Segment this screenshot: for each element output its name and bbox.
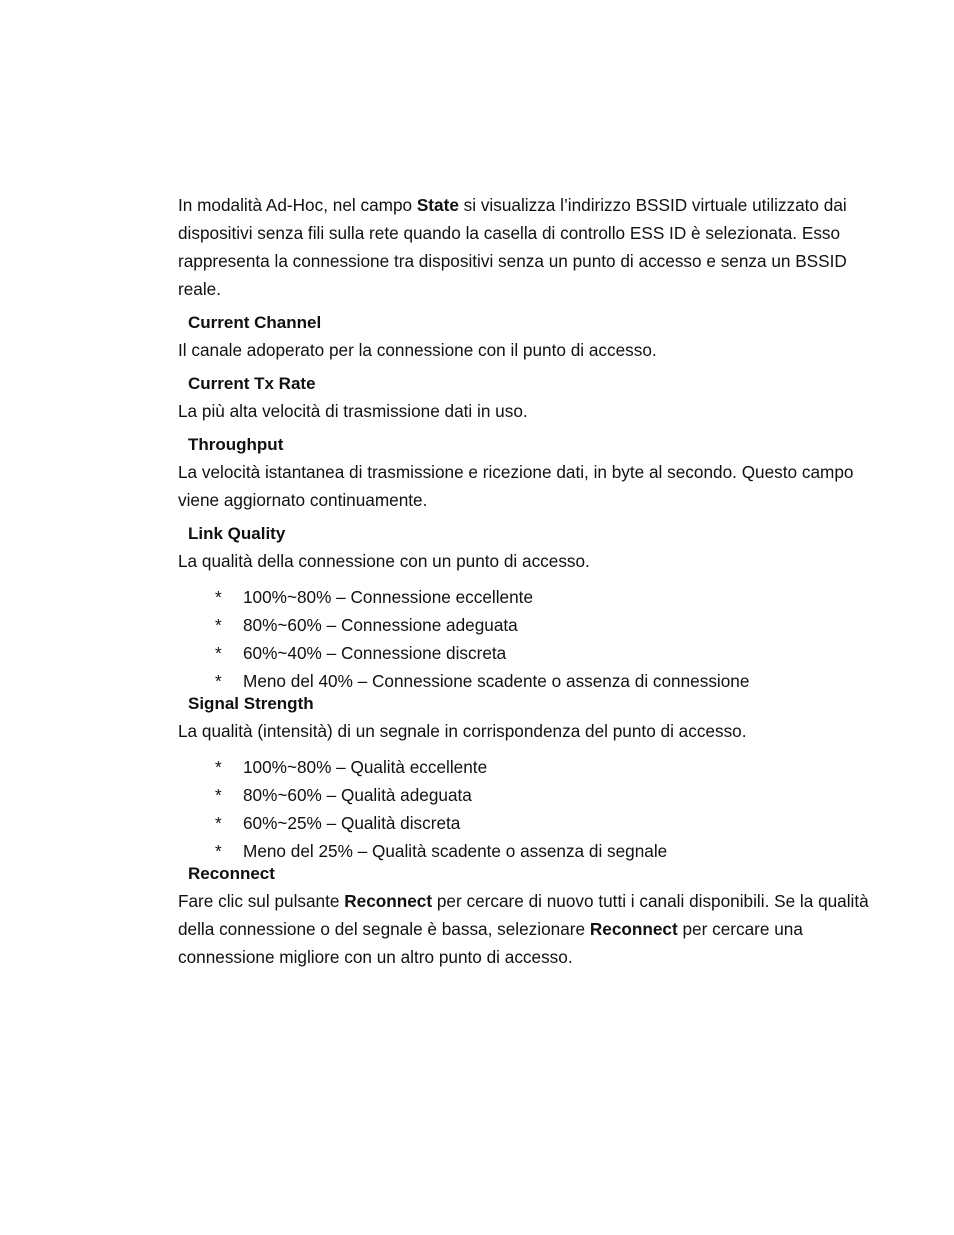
signal-strength-heading: Signal Strength: [188, 694, 314, 713]
list-item-text: 100%~80% – Qualità eccellente: [243, 757, 488, 777]
list-item-text: 60%~40% – Connessione discreta: [243, 643, 507, 663]
reconnect-heading: Reconnect: [188, 864, 275, 883]
list-item-text: 60%~25% – Qualità discreta: [243, 813, 461, 833]
bullet-star: *: [215, 671, 222, 691]
bullet-star: *: [215, 785, 222, 805]
list-item: [178, 781, 878, 809]
reconnect-bold-2: Reconnect: [589, 919, 678, 939]
intro-paragraph: [178, 191, 878, 303]
bullet-star: *: [215, 813, 222, 833]
bullet-star: *: [215, 615, 222, 635]
list-item: [178, 583, 878, 611]
reconnect-text-2: per cercare di nuovo tutti i canali disponibili. Se la qualità della connessione o del segnale è bassa, selezionare: [178, 891, 869, 939]
bullet-star: *: [215, 757, 222, 777]
reconnect-bold-1: Reconnect: [344, 891, 433, 911]
bullet-star: *: [215, 643, 222, 663]
list-item: [178, 667, 878, 695]
current-tx-rate-heading: Current Tx Rate: [188, 374, 316, 393]
list-item: [178, 809, 878, 837]
list-item: [178, 611, 878, 639]
reconnect-text-3: per cercare una connessione migliore con un altro punto di accesso.: [178, 919, 803, 967]
list-item: [178, 639, 878, 667]
document-body: [178, 191, 878, 971]
current-channel-heading: Current Channel: [188, 313, 322, 332]
signal-strength-text: La qualità (intensità) di un segnale in corrispondenza del punto di accesso.: [178, 721, 747, 741]
list-item-text: Meno del 40% – Connessione scadente o assenza di connessione: [243, 671, 750, 691]
reconnect-paragraph: [178, 887, 878, 971]
intro-bold-state: State: [416, 195, 459, 215]
intro-text-1: In modalità Ad-Hoc, nel campo: [178, 195, 417, 215]
intro-text-2: si visualizza l’indirizzo BSSID virtuale utilizzato dai dispositivi senza fili sulla rete quando la casella di controllo ESS ID è selezionata. Esso rappresenta la connessione tra dispositivi senza un punto di accesso e senza un BSSID reale.: [178, 195, 847, 299]
link-quality-heading: Link Quality: [188, 524, 286, 543]
list-item: [178, 837, 878, 865]
list-item-text: 80%~60% – Connessione adeguata: [243, 615, 518, 635]
list-item-text: 100%~80% – Connessione eccellente: [243, 587, 534, 607]
signal-strength-list: [178, 753, 878, 865]
bullet-star: *: [215, 587, 222, 607]
list-item-text: 80%~60% – Qualità adeguata: [243, 785, 472, 805]
link-quality-text: La qualità della connessione con un punto di accesso.: [178, 551, 590, 571]
list-item-text: Meno del 25% – Qualità scadente o assenza di segnale: [243, 841, 668, 861]
reconnect-text-1: Fare clic sul pulsante: [178, 891, 345, 911]
bullet-star: *: [215, 841, 222, 861]
current-tx-rate-text: La più alta velocità di trasmissione dati in uso.: [178, 401, 528, 421]
current-channel-text: Il canale adoperato per la connessione con il punto di accesso.: [178, 340, 657, 360]
throughput-text: La velocità istantanea di trasmissione e ricezione dati, in byte al secondo. Questo campo viene aggiornato continuamente.: [178, 462, 854, 510]
link-quality-list: [178, 583, 878, 695]
list-item: [178, 753, 878, 781]
throughput-heading: Throughput: [188, 435, 284, 454]
